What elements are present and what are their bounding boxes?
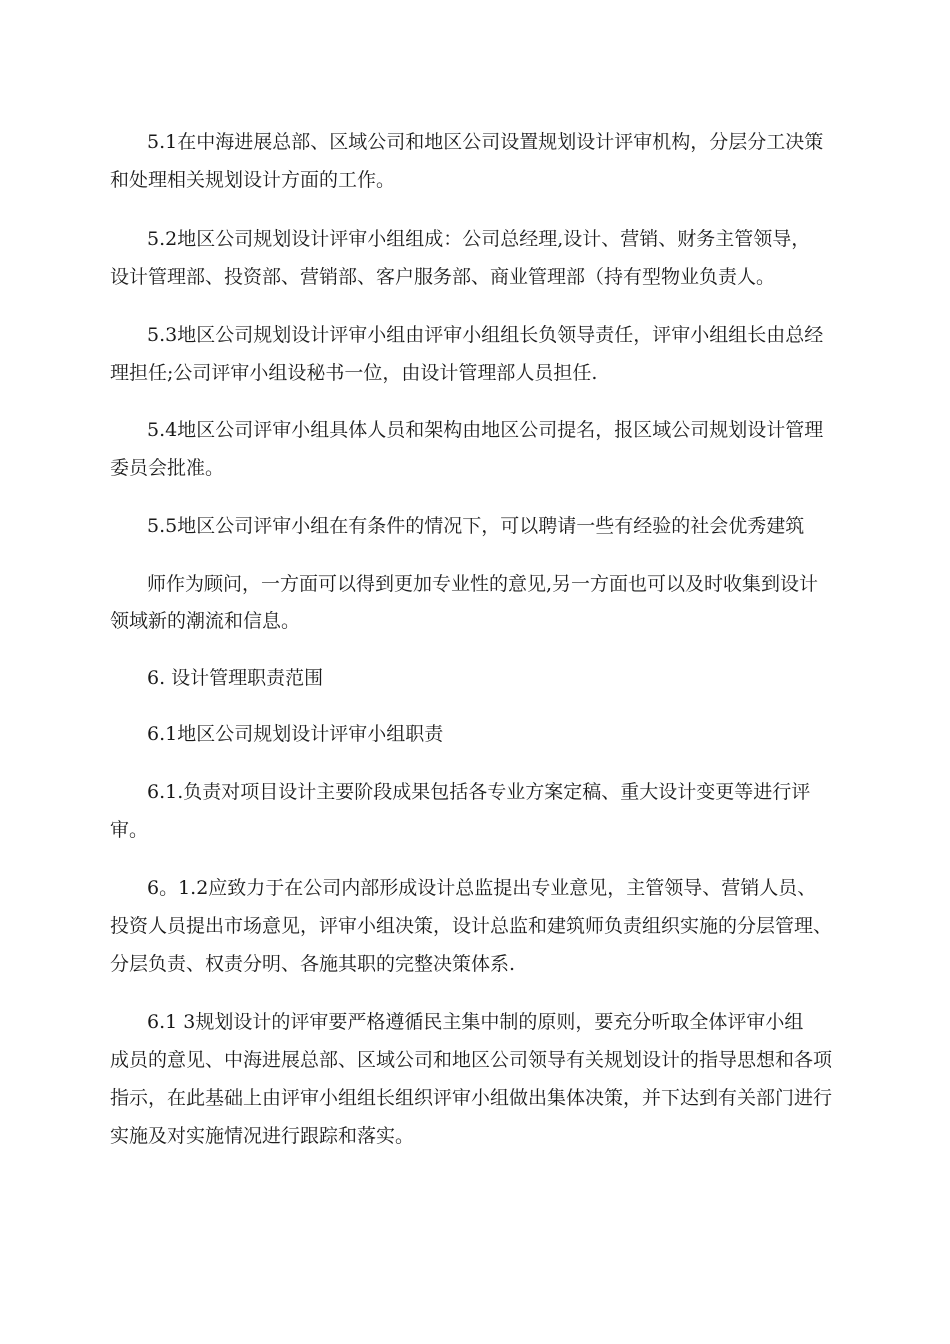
subsection-6-1-heading: 6.1地区公司规划设计评审小组职责 — [147, 723, 444, 745]
paragraph-5-3-line-2: 理担任;公司评审小组设秘书一位，由设计管理部人员担任. — [110, 362, 598, 384]
paragraph-5-1-line-1: 5.1在中海进展总部、区域公司和地区公司设置规划设计评审机构，分层分工决策 — [147, 131, 824, 153]
paragraph-5-3-line-1: 5.3地区公司规划设计评审小组由评审小组组长负领导责任，评审小组组长由总经 — [147, 324, 824, 346]
paragraph-5-5-line-2: 师作为顾问，一方面可以得到更加专业性的意见,另一方面也可以及时收集到设计 — [147, 573, 819, 595]
paragraph-6-1-3-line-4: 实施及对实施情况进行跟踪和落实。 — [110, 1125, 415, 1147]
paragraph-5-4-line-2: 委员会批准。 — [110, 457, 225, 479]
paragraph-5-1-line-2: 和处理相关规划设计方面的工作。 — [110, 169, 396, 191]
paragraph-5-5-line-3: 领域新的潮流和信息。 — [110, 610, 301, 632]
paragraph-6-1-2-line-1: 6。1.2应致力于在公司内部形成设计总监提出专业意见，主管领导、营销人员、 — [147, 877, 817, 899]
paragraph-6-1-1-line-1: 6.1.负责对项目设计主要阶段成果包括各专业方案定稿、重大设计变更等进行评 — [147, 781, 811, 803]
paragraph-6-1-2-line-2: 投资人员提出市场意见，评审小组决策，设计总监和建筑师负责组织实施的分层管理、 — [110, 915, 833, 937]
section-6-heading: 6. 设计管理职责范围 — [147, 667, 324, 689]
paragraph-6-1-3-line-3: 指示，在此基础上由评审小组组长组织评审小组做出集体决策，并下达到有关部门进行 — [110, 1087, 833, 1109]
paragraph-5-5-line-1: 5.5地区公司评审小组在有条件的情况下，可以聘请一些有经验的社会优秀建筑 — [147, 515, 805, 537]
paragraph-5-4-line-1: 5.4地区公司评审小组具体人员和架构由地区公司提名，报区域公司规划设计管理 — [147, 419, 824, 441]
paragraph-5-2-line-1: 5.2地区公司规划设计评审小组组成：公司总经理,设计、营销、财务主管领导， — [147, 228, 811, 250]
paragraph-6-1-3-line-1: 6.1 3规划设计的评审要严格遵循民主集中制的原则，要充分听取全体评审小组 — [147, 1011, 804, 1033]
paragraph-6-1-3-line-2: 成员的意见、中海进展总部、区域公司和地区公司领导有关规划设计的指导思想和各项 — [110, 1049, 833, 1071]
paragraph-6-1-2-line-3: 分层负责、权责分明、各施其职的完整决策体系. — [110, 953, 516, 975]
paragraph-5-2-line-2: 设计管理部、投资部、营销部、客户服务部、商业管理部（持有型物业负责人。 — [110, 266, 776, 288]
paragraph-6-1-1-line-2: 审。 — [110, 819, 149, 841]
